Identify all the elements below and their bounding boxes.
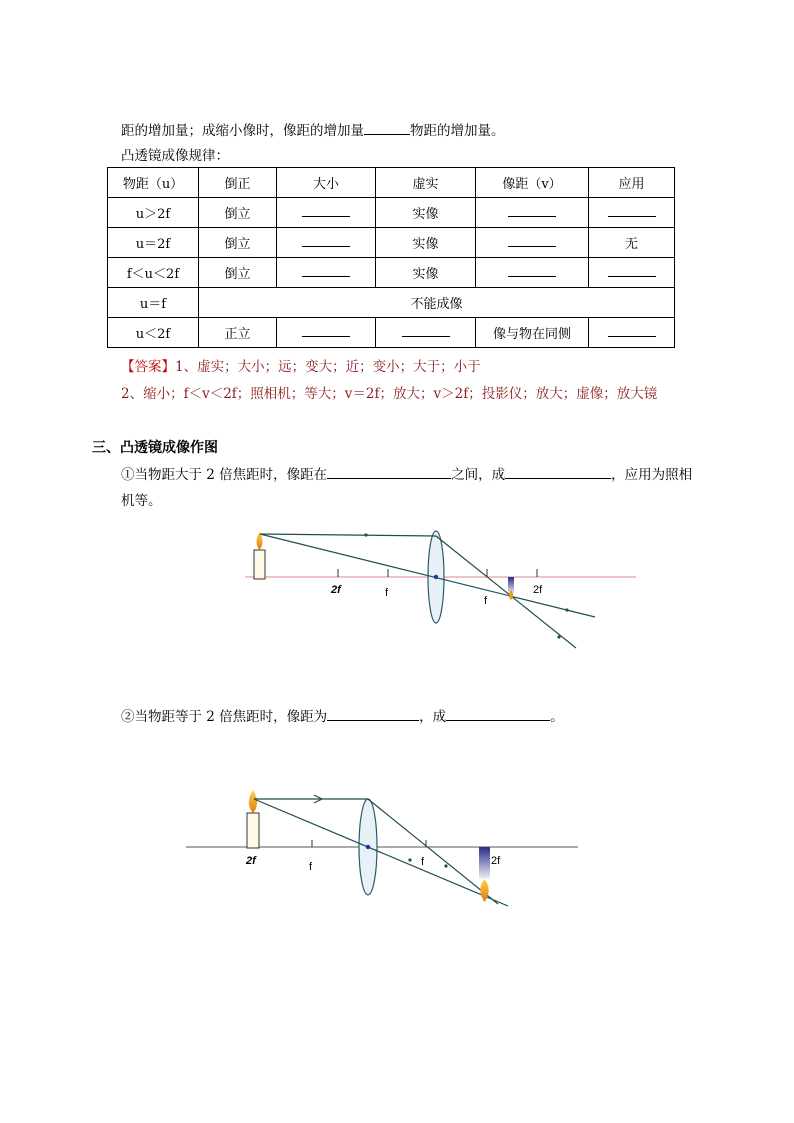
q2-text-a: ②当物距等于 2 倍焦距时，像距为 [121, 709, 328, 725]
q1-text-a: ①当物距大于 2 倍焦距时，像距在 [121, 467, 328, 483]
ray-refracted [368, 799, 498, 904]
ray-diagram-1 [240, 520, 640, 660]
fill-blank[interactable] [327, 706, 419, 721]
label-f-right: f [421, 856, 425, 868]
cell-app-blank[interactable] [589, 198, 675, 228]
cell-u: f＜u＜2f [108, 258, 199, 288]
cell-v-blank[interactable] [476, 198, 589, 228]
candle [247, 813, 259, 848]
cell-nature: 实像 [376, 228, 476, 258]
cell-u: u＝f [108, 288, 199, 318]
cell-v-blank[interactable] [476, 258, 589, 288]
answer-tag: 【答案】 [121, 359, 175, 375]
ray-center [254, 799, 508, 906]
intro-text-a: 距的增加量；成缩小像时，像距的增加量 [121, 123, 364, 139]
cell-size-blank[interactable] [277, 318, 376, 348]
ray-parallel-in [260, 534, 436, 536]
cell-u: u＜2f [108, 318, 199, 348]
question-2 [121, 706, 564, 727]
intro-line-1 [121, 120, 505, 141]
label-f-right: f [484, 595, 488, 607]
answer-line-1 [121, 357, 481, 377]
cell-orientation: 倒立 [199, 198, 277, 228]
header-size: 大小 [277, 168, 376, 198]
candle-flame [249, 790, 257, 813]
arrow-dot [444, 864, 447, 867]
fill-blank[interactable] [505, 464, 611, 479]
optical-center [366, 845, 370, 849]
table-row [108, 198, 675, 228]
image [479, 847, 490, 879]
cell-nature: 实像 [376, 258, 476, 288]
cell-image-distance: 像与物在同侧 [476, 318, 589, 348]
cell-nature: 实像 [376, 198, 476, 228]
section-title: 三、凸透镜成像作图 [92, 440, 218, 456]
cell-app-blank[interactable] [589, 318, 675, 348]
fill-blank[interactable] [364, 120, 410, 135]
header-object-distance: 物距（u） [108, 168, 199, 198]
header-image-distance: 像距（v） [476, 168, 589, 198]
q2-text-b: ，成 [419, 709, 447, 725]
q2-text-c: 。 [550, 709, 564, 725]
intro-text-b: 物距的增加量。 [410, 123, 505, 139]
table-header-row [108, 168, 675, 198]
cell-app-blank[interactable] [589, 258, 675, 288]
cell-app: 无 [589, 228, 675, 258]
q1-text-c: ，应用为照相 [611, 467, 693, 483]
table-row [108, 228, 675, 258]
image-flame [480, 879, 488, 902]
answer-text-1: 1、虚实；大小；远；变大；近；变小；大于；小于 [175, 359, 481, 375]
cell-size-blank[interactable] [277, 228, 376, 258]
label-2f-left: 2f [246, 855, 256, 867]
cell-size-blank[interactable] [277, 258, 376, 288]
fill-blank[interactable] [446, 706, 550, 721]
cell-u: u＞2f [108, 198, 199, 228]
header-real-virtual: 虚实 [376, 168, 476, 198]
rules-title: 凸透镜成像规律： [121, 148, 229, 164]
label-2f-right: 2f [533, 584, 543, 596]
cell-orientation: 倒立 [199, 258, 277, 288]
header-orientation: 倒正 [199, 168, 277, 198]
cell-v-blank[interactable] [476, 228, 589, 258]
label-2f-left: 2f [331, 584, 341, 596]
cell-size-blank[interactable] [277, 198, 376, 228]
optical-center [434, 575, 438, 579]
fill-blank[interactable] [327, 464, 451, 479]
arrow-dot [565, 608, 568, 611]
ray-diagram-2 [180, 780, 590, 915]
cell-orientation: 正立 [199, 318, 277, 348]
question-1-cont: 机等。 [121, 493, 162, 509]
ray-center [260, 534, 595, 617]
cell-u: u＝2f [108, 228, 199, 258]
arrow-dot [408, 858, 411, 861]
label-f-left: f [385, 587, 389, 599]
arrow-dot [557, 635, 560, 638]
header-application: 应用 [589, 168, 675, 198]
table-row [108, 258, 675, 288]
answer-line-2: 2、缩小；f＜v＜2f；照相机；等大；v＝2f；放大；v＞2f；投影仪；放大；虚像；放大镜 [121, 386, 658, 402]
cell-merged: 不能成像 [199, 288, 675, 318]
arrow-dot [364, 533, 367, 536]
cell-orientation: 倒立 [199, 228, 277, 258]
imaging-rules-table [107, 167, 675, 348]
candle [254, 550, 265, 579]
ray-refracted [436, 536, 576, 648]
table-row [108, 318, 675, 348]
cell-nature-blank[interactable] [376, 318, 476, 348]
q1-text-b: 之间，成 [451, 467, 506, 483]
label-2f-right: 2f [491, 855, 501, 867]
question-1 [121, 464, 692, 485]
table-row [108, 288, 675, 318]
label-f-left: f [309, 861, 313, 873]
